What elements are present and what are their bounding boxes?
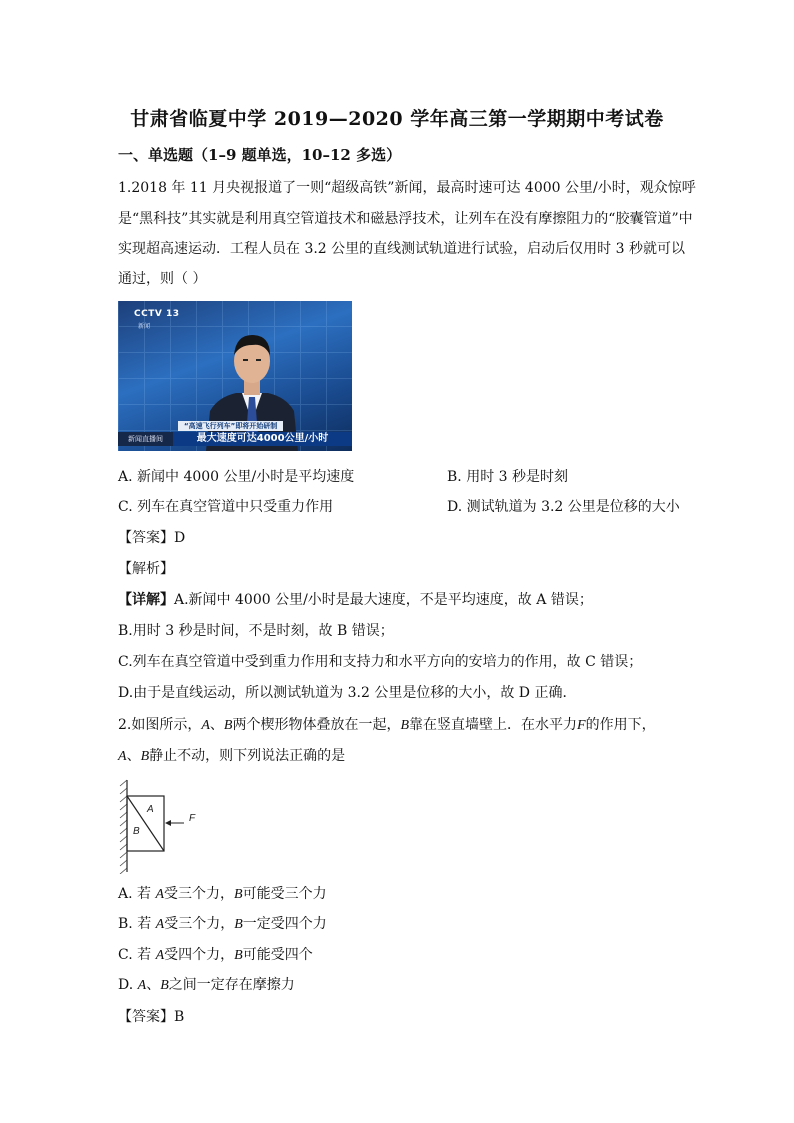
section-heading: 一、单选题（1–9 题单选，10–12 多选） [118, 146, 402, 164]
q1-detail-line-4: D.由于是直线运动，所以测试轨道为 3.2 公里是位移的大小，故 D 正确． [118, 685, 577, 701]
detail-text: A.新闻中 4000 公里/小时是最大速度，不是平均速度，故 A 错误； [174, 592, 593, 608]
q2-option-d: D. A、B之间一定存在摩擦力 [118, 977, 295, 993]
q1-answer [118, 529, 185, 547]
answer-value: D [174, 530, 186, 546]
wedge-diagram-svg [118, 778, 208, 874]
q1-line-2: 是“黑科技”其实就是利用真空管道技术和磁悬浮技术，让列车在没有摩擦阻力的“胶囊管道”中 [118, 211, 693, 227]
q1-line-3: 实现超高速运动．工程人员在 3.2 公里的直线测试轨道进行试验，启动后仅用时 3 秒就可以 [118, 241, 685, 257]
block-b-label: B [133, 826, 140, 837]
news-screenshot-image [118, 301, 352, 451]
q1-detail-line-1 [118, 591, 593, 609]
q2-line-2: A、B静止不动，则下列说法正确的是 [118, 748, 346, 764]
q1-analysis-label: 【解析】 [118, 561, 174, 577]
answer-value: B [174, 1009, 185, 1025]
news-banner-small: “高速飞行列车”即将开始研制 [178, 421, 283, 431]
q2-option-c: C. 若 A受四个力，B可能受四个 [118, 947, 313, 963]
q1-line-4: 通过，则（ ） [118, 271, 207, 287]
q1-detail-line-2: B.用时 3 秒是时间，不是时刻，故 B 错误； [118, 623, 394, 639]
q1-line-1: 1.2018 年 11 月央视报道了一则“超级高铁”新闻，最高时速可达 4000 公里/小时，观众惊呼 [118, 180, 696, 196]
answer-label: 【答案】 [118, 1009, 174, 1025]
q2-option-a: A. 若 A受三个力，B可能受三个力 [118, 886, 327, 902]
cctv-logo: CCTV 13 [134, 309, 180, 319]
q1-option-c: C. 列车在真空管道中只受重力作用 [118, 499, 334, 515]
q1-option-d: D. 测试轨道为 3.2 公里是位移的大小 [447, 499, 680, 515]
force-f-label: F [189, 813, 196, 824]
q2-option-b: B. 若 A受三个力，B一定受四个力 [118, 916, 327, 932]
exam-title: 甘肃省临夏中学 2019—2020 学年高三第一学期期中考试卷 [130, 108, 664, 130]
news-banner-main: 最大速度可达4000公里/小时 [173, 432, 352, 446]
wedge-diagram [118, 778, 208, 874]
answer-label: 【答案】 [118, 530, 174, 546]
q1-detail-line-3: C.列车在真空管道中受到重力作用和支持力和水平方向的安培力的作用，故 C 错误； [118, 654, 643, 670]
q2-line-1: 2.如图所示，A、B两个楔形物体叠放在一起，B靠在竖直墙壁上．在水平力F的作用下， [118, 717, 656, 733]
channel-subtitle: 新闻 [138, 323, 151, 330]
block-a-label: A [147, 804, 154, 815]
q1-option-a: A. 新闻中 4000 公里/小时是平均速度 [118, 469, 355, 485]
q1-option-b: B. 用时 3 秒是时刻 [447, 469, 568, 485]
news-program-tag: 新闻直播间 [118, 432, 173, 446]
detail-label: 【详解】 [118, 592, 174, 608]
q2-answer [118, 1008, 184, 1026]
